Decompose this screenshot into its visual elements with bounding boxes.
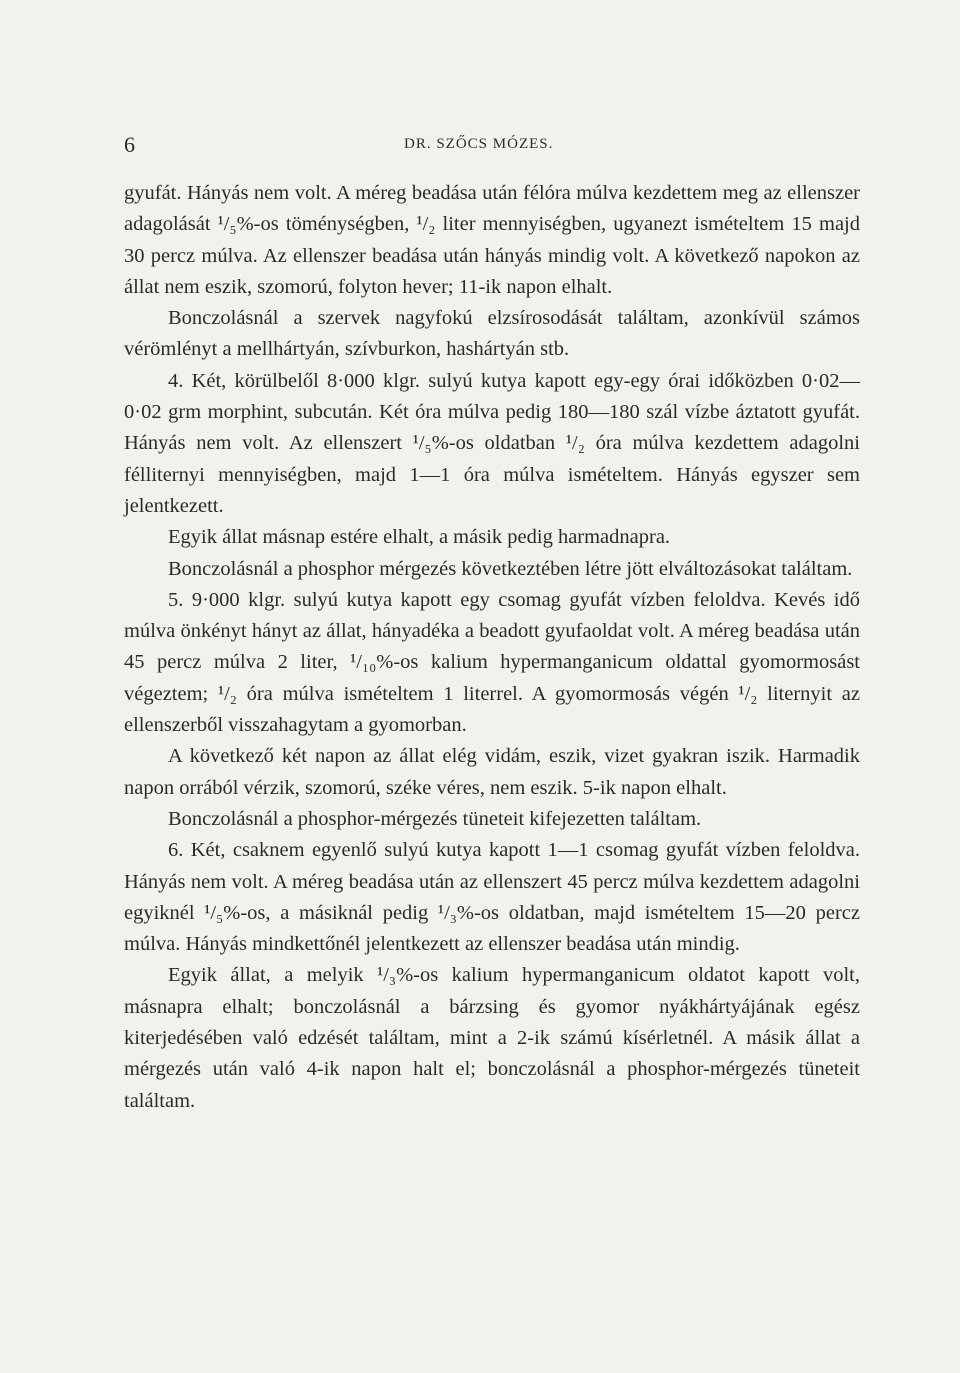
running-head: DR. SZŐCS MÓZES. (404, 136, 554, 152)
page-number: 6 (124, 132, 135, 157)
paragraph-5: Bonczolásnál a phosphor mérgezés következtében létre jött elváltozásokat találtam. (168, 557, 853, 580)
paragraph-1: gyufát. Hányás nem volt. A méreg beadása után félóra múlva kezdettem meg az ellenszer adagolását ¹/₅%-os töménységben, ¹/₂ liter mennyiségben, ugyanezt ismételtem 15 majd 30 percz múlva. Az ellenszer beadása után hányás mindig volt. A következő napokon az állat nem eszik, szomorú, folyton hever; 11-ik napon elhalt. (124, 182, 860, 298)
page-header (124, 132, 860, 162)
paragraph-2: Bonczolásnál a szervek nagyfokú elzsírosodását találtam, azonkívül számos vérömlényt a mellhártyán, szívburkon, hashártyán stb. (124, 307, 860, 361)
paragraph-7: A következő két napon az állat elég vidám, eszik, vizet gyakran iszik. Harmadik napon orrából vérzik, szomorú, széke véres, nem eszik. 5-ik napon elhalt. (124, 745, 860, 799)
body-text (124, 178, 860, 1117)
paragraph-6: 5. 9·000 klgr. sulyú kutya kapott egy csomag gyufát vízben feloldva. Kevés idő múlva önkényt hányt az állat, hányadéka a beadott gyufaoldat volt. A méreg beadása után 45 percz múlva 2 liter, ¹/₁₀%-os kalium hypermanganicum oldattal gyomormosást végeztem; ¹/₂ óra múlva ismételtem 1 literrel. A gyomormosás végén ¹/₂ liternyit az ellenszerből visszahagytam a gyomorban. (124, 588, 860, 737)
paragraph-3: 4. Két, körülbelől 8·000 klgr. sulyú kutya kapott egy-egy órai időközben 0·02—0·02 grm morphint, subcután. Két óra múlva pedig 180—180 szál vízbe áztatott gyufát. Hányás nem volt. Az ellenszert ¹/₅%-os oldatban ¹/₂ óra múlva kezdettem adagolni félliternyi mennyiségben, majd 1—1 óra múlva ismételtem. Hányás egyszer sem jelentkezett. (124, 369, 860, 517)
paragraph-4: Egyik állat másnap estére elhalt, a másik pedig harmadnapra. (168, 526, 671, 549)
paragraph-9: 6. Két, csaknem egyenlő sulyú kutya kapott 1—1 csomag gyufát vízben feloldva. Hányás nem volt. A méreg beadása után az ellenszert 45 percz múlva kezdettem adagolni egyiknél ¹/₅%-os, a másiknál pedig ¹/₃%-os oldatban, majd ismételtem 15—20 percz múlva. Hányás mindkettőnél jelentkezett az ellenszer beadása után mindig. (124, 839, 860, 956)
paragraph-10: Egyik állat, a melyik ¹/₃%-os kalium hypermanganicum oldatot kapott volt, másnapra elhalt; bonczolásnál a bárzsing és gyomor nyákhártyájának egész kiterjedésében való edzését találtam, mint a 2-ik számú kísérletnél. A másik állat a mérgezés után való 4-ik napon halt el; bonczolásnál a phosphor-mérgezés tüneteit találtam. (124, 964, 860, 1112)
paragraph-8: Bonczolásnál a phosphor-mérgezés tüneteit kifejezetten találtam. (168, 807, 702, 830)
